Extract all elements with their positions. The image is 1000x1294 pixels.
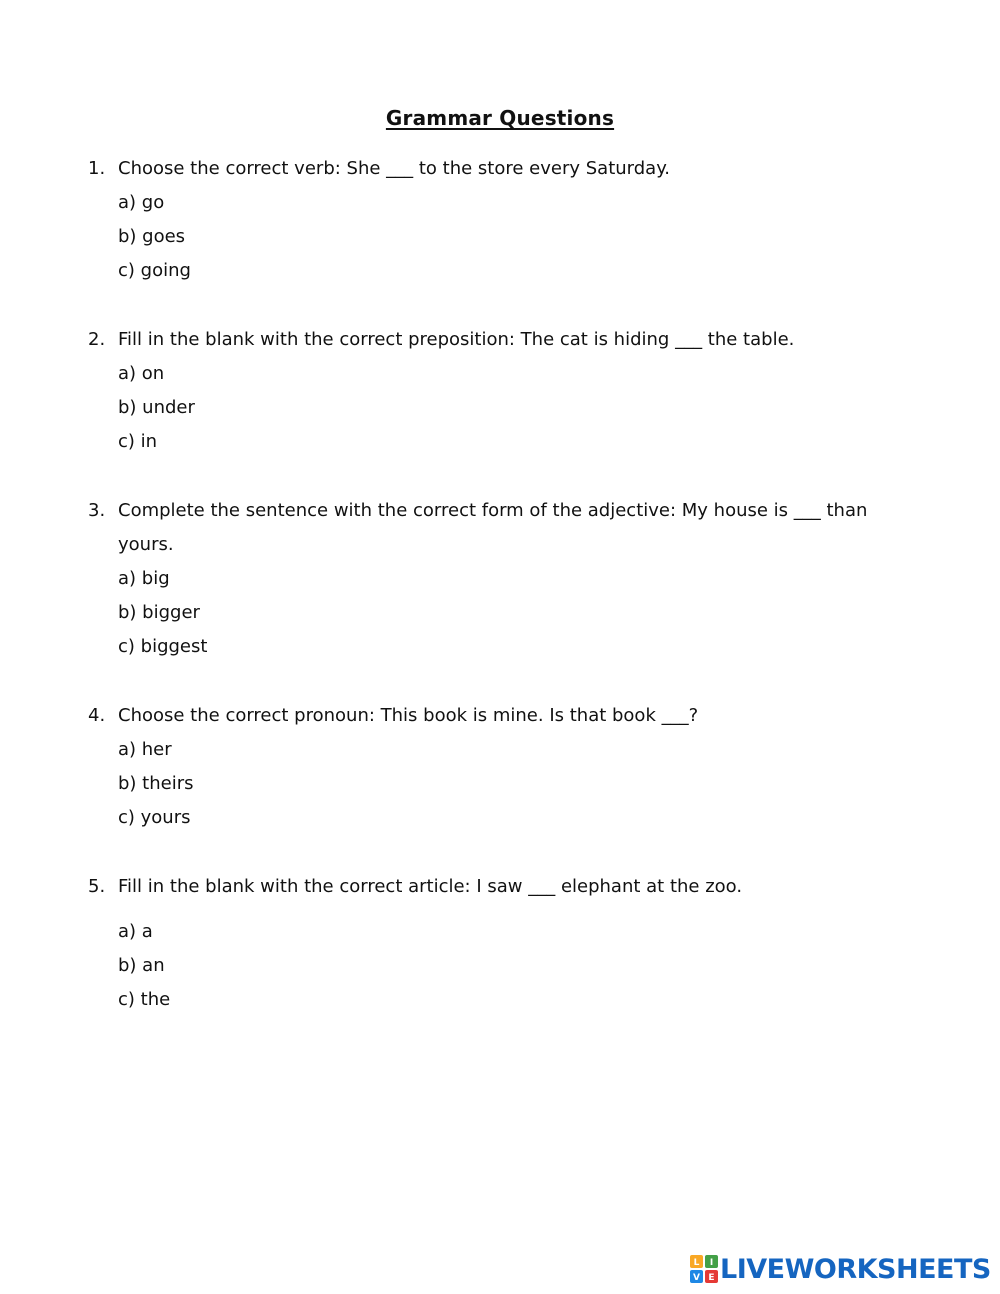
option-c[interactable]: c) going [118, 260, 191, 281]
question-number: 3. [88, 500, 106, 521]
question-number: 1. [88, 158, 106, 179]
option-a[interactable]: a) a [118, 921, 153, 942]
svg-text:I: I [709, 1258, 714, 1268]
question-text: Choose the correct pronoun: This book is mine. Is that book ___? [118, 705, 699, 726]
option-a[interactable]: a) big [118, 568, 170, 589]
question-text: Complete the sentence with the correct form of the adjective: My house is ___ than yours. [118, 500, 868, 555]
svg-text:V: V [693, 1273, 700, 1283]
option-a[interactable]: a) on [118, 363, 165, 384]
option-c[interactable]: c) biggest [118, 636, 208, 657]
option-b[interactable]: b) bigger [118, 602, 200, 623]
option-a[interactable]: a) her [118, 739, 172, 760]
svg-text:L: L [693, 1258, 700, 1268]
question-number: 4. [88, 705, 106, 726]
question-number: 2. [88, 329, 106, 350]
question-text: Fill in the blank with the correct preposition: The cat is hiding ___ the table. [118, 329, 795, 350]
option-b[interactable]: b) an [118, 955, 165, 976]
option-b[interactable]: b) under [118, 397, 195, 418]
liveworksheets-wordmark: LIVEWORKSHEETS [720, 1253, 991, 1285]
option-c[interactable]: c) yours [118, 807, 191, 828]
page-title: Grammar Questions [385, 106, 615, 130]
liveworksheets-logo-icon [690, 1255, 718, 1283]
option-b[interactable]: b) goes [118, 226, 186, 247]
liveworksheets-logo[interactable] [690, 1254, 991, 1284]
svg-text:E: E [708, 1273, 715, 1283]
option-c[interactable]: c) in [118, 431, 158, 452]
option-b[interactable]: b) theirs [118, 773, 194, 794]
option-c[interactable]: c) the [118, 989, 171, 1010]
question-number: 5. [88, 876, 106, 897]
question-text: Fill in the blank with the correct article: I saw ___ elephant at the zoo. [118, 876, 743, 897]
question-text: Choose the correct verb: She ___ to the store every Saturday. [118, 158, 671, 179]
option-a[interactable]: a) go [118, 192, 165, 213]
